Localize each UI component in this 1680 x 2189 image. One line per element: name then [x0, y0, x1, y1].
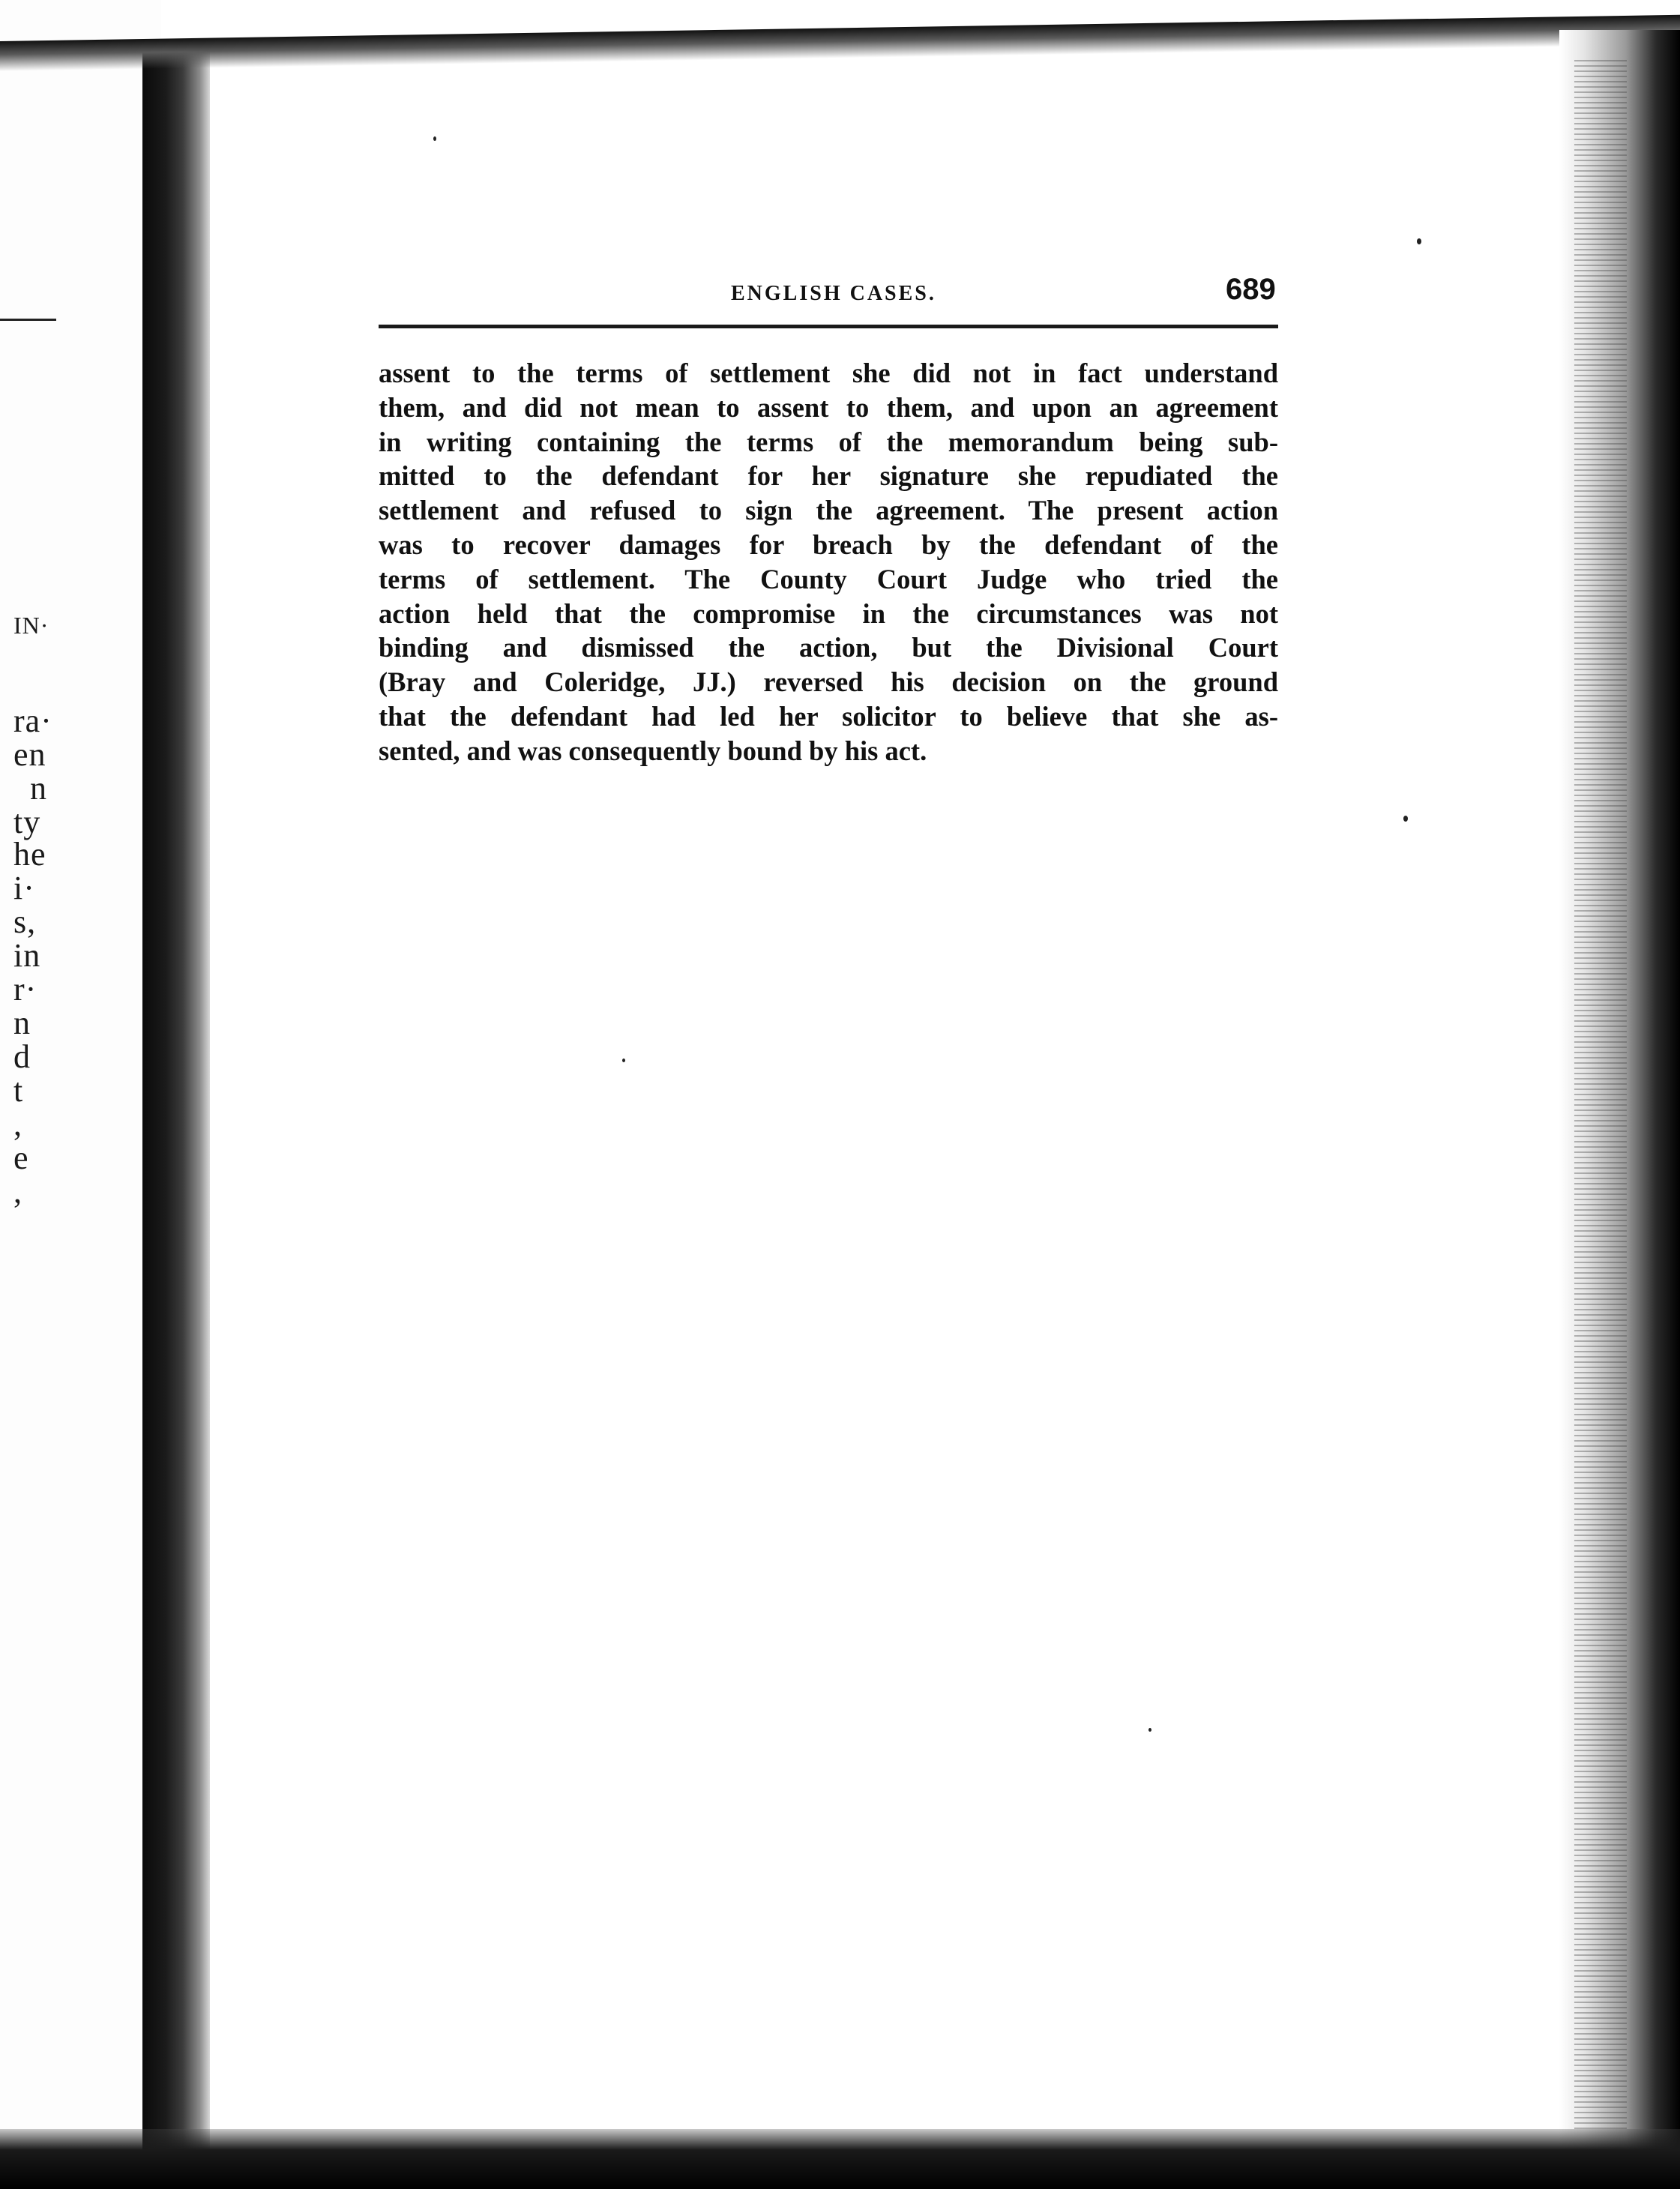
- text-line: action held that the compromise in the circumstances was not: [379, 597, 1278, 629]
- text-line: them, and did not mean to assent to them, and upon an agreement: [379, 391, 1278, 423]
- page-number: 689: [1226, 273, 1276, 306]
- facing-fragment: IN·: [13, 612, 49, 639]
- facing-fragment: n: [13, 1005, 31, 1041]
- facing-fragment: r·: [13, 971, 37, 1008]
- facing-page-edge: [0, 0, 161, 2189]
- dust-speck: [1403, 816, 1408, 822]
- facing-fragment: ,: [13, 1106, 22, 1142]
- facing-fragment: ra·: [13, 702, 52, 739]
- text-line: (Bray and Coleridge, JJ.) reversed his decision on the ground: [379, 666, 1278, 698]
- text-line: settlement and refused to sign the agreement. The present action: [379, 495, 1278, 526]
- facing-fragment: n: [30, 770, 47, 807]
- text-line: mitted to the defendant for her signature she repudiated the: [379, 460, 1278, 492]
- facing-fragment: ty: [13, 804, 41, 840]
- dust-speck: [622, 1059, 625, 1062]
- text-line: in writing containing the terms of the memorandum being sub-: [379, 426, 1278, 457]
- facing-fragment: en: [13, 736, 46, 773]
- facing-fragment: ,: [13, 1173, 22, 1210]
- running-head: [379, 268, 1278, 321]
- page-stack-texture: [1574, 60, 1627, 2129]
- text-line: sented, and was consequently bound by his act.: [379, 735, 927, 766]
- dust-speck: [1148, 1728, 1151, 1732]
- running-head-rule: [379, 325, 1278, 328]
- facing-fragment: t: [13, 1072, 24, 1109]
- text-line: assent to the terms of settlement she did not in fact understand: [379, 358, 1278, 388]
- facing-page-rule: [0, 319, 56, 321]
- facing-fragment: e: [13, 1139, 29, 1176]
- facing-fragment: i·: [13, 870, 35, 906]
- facing-fragment: he: [13, 836, 46, 873]
- book-gutter-shadow: [142, 45, 210, 2189]
- facing-fragment: d: [13, 1038, 31, 1075]
- facing-fragment: in: [13, 937, 41, 974]
- text-line: binding and dismissed the action, but the Divisional Court: [379, 632, 1278, 663]
- text-line: was to recover damages for breach by the defendant of the: [379, 529, 1278, 560]
- dust-speck: [433, 136, 436, 141]
- text-line: that the defendant had led her solicitor to believe that she as-: [379, 700, 1278, 732]
- dust-speck: [1417, 238, 1421, 244]
- running-head-title: ENGLISH CASES.: [731, 282, 936, 305]
- bottom-edge-shadow: [0, 2129, 1680, 2189]
- body-paragraph: [379, 356, 1278, 768]
- text-line: terms of settlement. The County Court Judge who tried the: [379, 563, 1278, 594]
- facing-fragment: s,: [13, 903, 37, 940]
